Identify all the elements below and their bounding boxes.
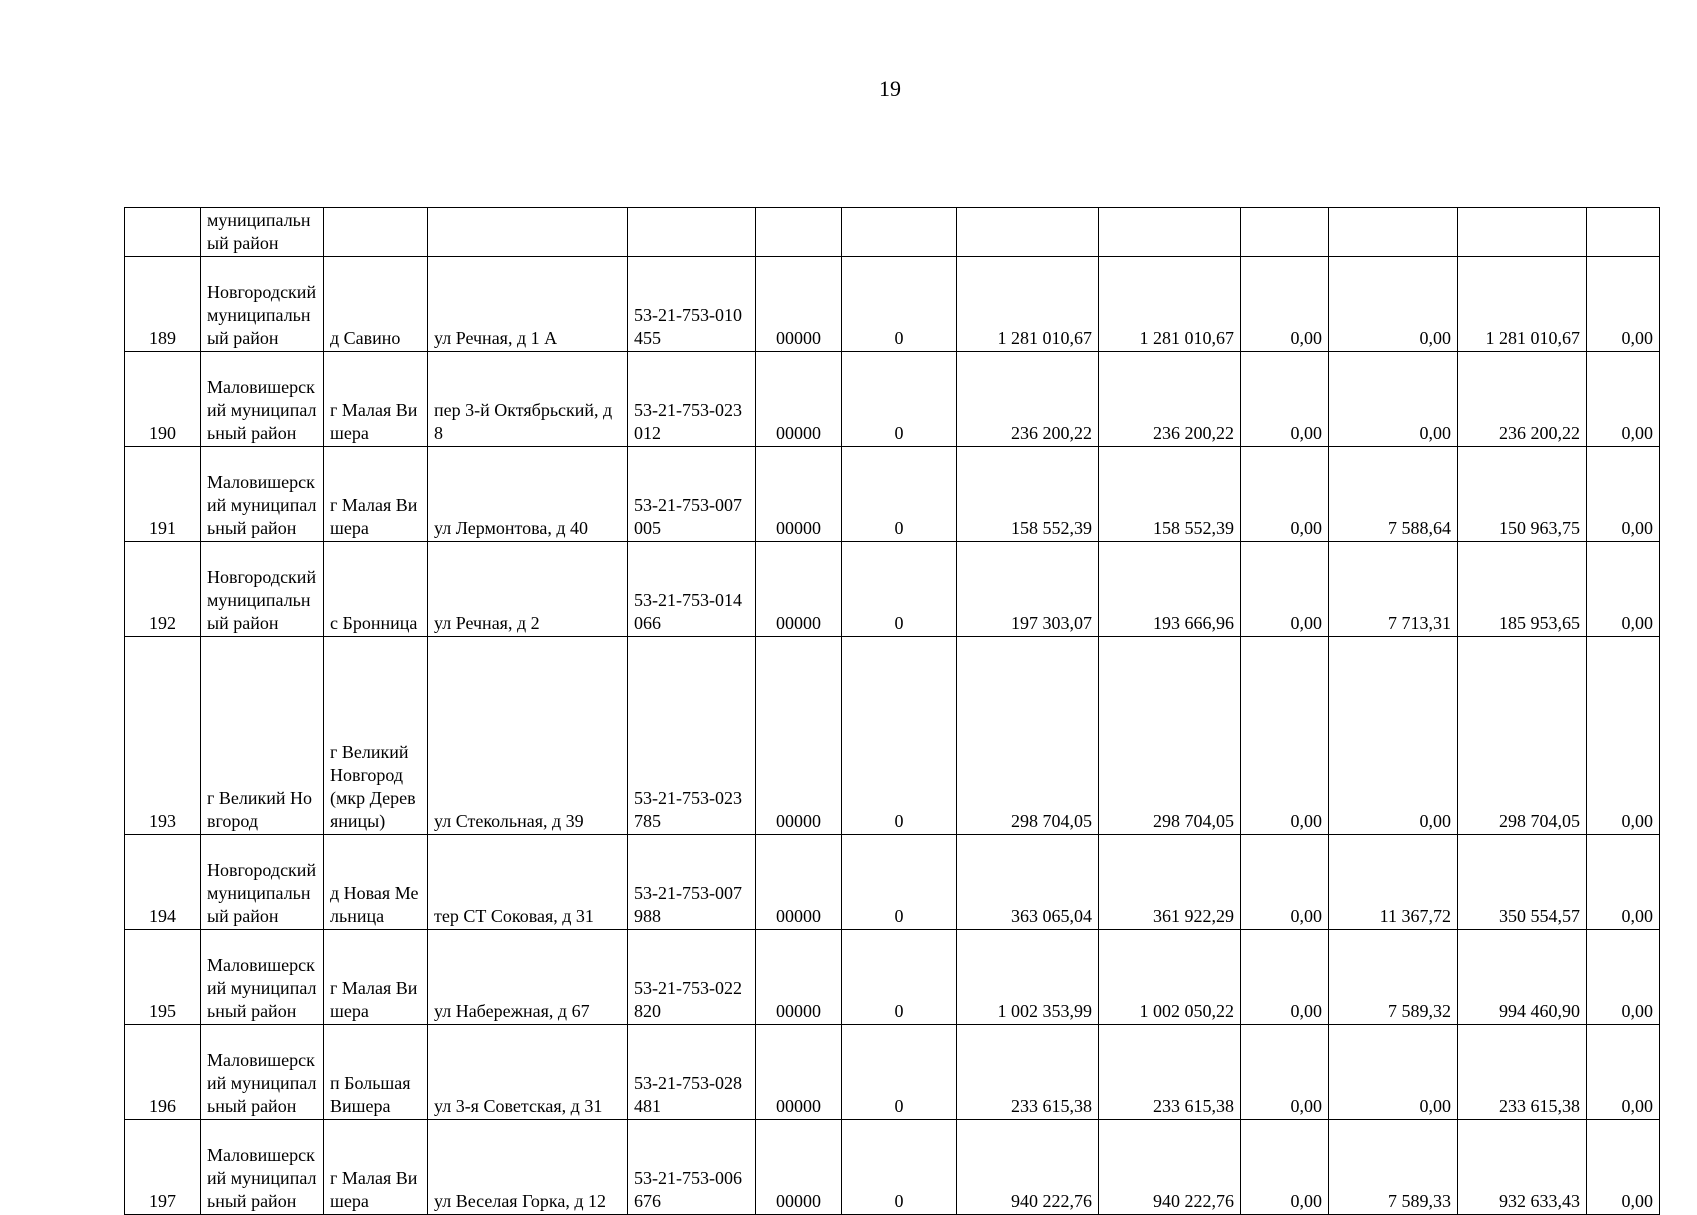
cell-value-6: 0,00 (1587, 930, 1660, 1025)
table-row (125, 542, 1660, 637)
table-row (125, 1120, 1660, 1215)
cell-value-4: 0,00 (1329, 257, 1458, 352)
cell-value-2: 298 704,05 (1099, 637, 1241, 835)
cell-value-2: 236 200,22 (1099, 352, 1241, 447)
table-row-continuation (125, 208, 1660, 257)
table-row (125, 637, 1660, 835)
cell-col6: 00000 (756, 835, 842, 930)
cell-code: 53-21-753-023012 (628, 352, 756, 447)
cell-value-6: 0,00 (1587, 257, 1660, 352)
table-row (125, 1025, 1660, 1120)
cell-number: 193 (125, 637, 201, 835)
cell-col6: 00000 (756, 447, 842, 542)
cell-value-1: 363 065,04 (957, 835, 1099, 930)
cell-district: Новгородский муниципальный район (201, 257, 324, 352)
cell-number: 190 (125, 352, 201, 447)
cell-col7 (842, 208, 957, 257)
cell-address: ул Речная, д 1 А (428, 257, 628, 352)
cell-col7: 0 (842, 637, 957, 835)
cell-value-1: 197 303,07 (957, 542, 1099, 637)
cell-value-3: 0,00 (1241, 1120, 1329, 1215)
cell-value-4: 7 713,31 (1329, 542, 1458, 637)
table-row (125, 257, 1660, 352)
cell-number: 195 (125, 930, 201, 1025)
cell-locality (324, 208, 428, 257)
cell-col7: 0 (842, 447, 957, 542)
cell-locality: г Малая Вишера (324, 447, 428, 542)
cell-value-5: 350 554,57 (1458, 835, 1587, 930)
cell-value-3 (1241, 208, 1329, 257)
cell-col6: 00000 (756, 257, 842, 352)
cell-value-6: 0,00 (1587, 835, 1660, 930)
cell-col6: 00000 (756, 352, 842, 447)
cell-district: Маловишерский муниципальный район (201, 1120, 324, 1215)
cell-value-2: 1 281 010,67 (1099, 257, 1241, 352)
cell-code: 53-21-753-023785 (628, 637, 756, 835)
cell-value-1: 233 615,38 (957, 1025, 1099, 1120)
cell-locality: г Малая Вишера (324, 352, 428, 447)
cell-value-3: 0,00 (1241, 637, 1329, 835)
cell-address: ул Лермонтова, д 40 (428, 447, 628, 542)
cell-value-2: 193 666,96 (1099, 542, 1241, 637)
cell-district: г Великий Новгород (201, 637, 324, 835)
cell-col7: 0 (842, 352, 957, 447)
cell-value-1: 158 552,39 (957, 447, 1099, 542)
cell-address: тер СТ Соковая, д 31 (428, 835, 628, 930)
cell-value-2: 361 922,29 (1099, 835, 1241, 930)
cell-col6 (756, 208, 842, 257)
cell-locality: г Малая Вишера (324, 930, 428, 1025)
cell-code: 53-21-753-006676 (628, 1120, 756, 1215)
cell-col7: 0 (842, 542, 957, 637)
cell-code: 53-21-753-014066 (628, 542, 756, 637)
cell-number: 196 (125, 1025, 201, 1120)
cell-number: 189 (125, 257, 201, 352)
cell-number: 194 (125, 835, 201, 930)
cell-value-2: 940 222,76 (1099, 1120, 1241, 1215)
cell-value-5: 236 200,22 (1458, 352, 1587, 447)
page-number: 19 (879, 76, 901, 101)
cell-address: ул Веселая Горка, д 12 (428, 1120, 628, 1215)
cell-address: ул Речная, д 2 (428, 542, 628, 637)
cell-code (628, 208, 756, 257)
table-row (125, 447, 1660, 542)
table-row (125, 352, 1660, 447)
cell-locality: д Савино (324, 257, 428, 352)
cell-value-6: 0,00 (1587, 1120, 1660, 1215)
cell-locality: с Бронница (324, 542, 428, 637)
cell-locality: п Большая Вишера (324, 1025, 428, 1120)
cell-locality: г Малая Вишера (324, 1120, 428, 1215)
cell-value-4: 7 589,33 (1329, 1120, 1458, 1215)
cell-value-1: 940 222,76 (957, 1120, 1099, 1215)
cell-value-5: 994 460,90 (1458, 930, 1587, 1025)
cell-code: 53-21-753-007005 (628, 447, 756, 542)
cell-col6: 00000 (756, 1120, 842, 1215)
cell-col6: 00000 (756, 1025, 842, 1120)
cell-value-2: 158 552,39 (1099, 447, 1241, 542)
cell-value-6: 0,00 (1587, 447, 1660, 542)
cell-value-3: 0,00 (1241, 447, 1329, 542)
cell-value-6: 0,00 (1587, 542, 1660, 637)
cell-number (125, 208, 201, 257)
cell-district: Маловишерский муниципальный район (201, 930, 324, 1025)
cell-value-1 (957, 208, 1099, 257)
cell-value-4: 7 588,64 (1329, 447, 1458, 542)
table-row (125, 835, 1660, 930)
cell-value-5 (1458, 208, 1587, 257)
cell-value-5: 185 953,65 (1458, 542, 1587, 637)
cell-value-5: 150 963,75 (1458, 447, 1587, 542)
cell-value-2: 1 002 050,22 (1099, 930, 1241, 1025)
cell-col6: 00000 (756, 930, 842, 1025)
cell-value-2: 233 615,38 (1099, 1025, 1241, 1120)
cell-value-4: 7 589,32 (1329, 930, 1458, 1025)
cell-value-5: 298 704,05 (1458, 637, 1587, 835)
cell-code: 53-21-753-022820 (628, 930, 756, 1025)
cell-district: Маловишерский муниципальный район (201, 447, 324, 542)
cell-code: 53-21-753-010455 (628, 257, 756, 352)
cell-code: 53-21-753-007988 (628, 835, 756, 930)
cell-col7: 0 (842, 1120, 957, 1215)
cell-value-3: 0,00 (1241, 542, 1329, 637)
cell-value-3: 0,00 (1241, 835, 1329, 930)
cell-value-4: 11 367,72 (1329, 835, 1458, 930)
cell-value-6: 0,00 (1587, 637, 1660, 835)
cell-district: муниципальный район (201, 208, 324, 257)
cell-address: ул Стекольная, д 39 (428, 637, 628, 835)
registry-table (124, 207, 1660, 1215)
cell-value-3: 0,00 (1241, 1025, 1329, 1120)
cell-value-6 (1587, 208, 1660, 257)
cell-value-5: 1 281 010,67 (1458, 257, 1587, 352)
cell-value-5: 233 615,38 (1458, 1025, 1587, 1120)
cell-district: Новгородский муниципальный район (201, 835, 324, 930)
cell-district: Новгородский муниципальный район (201, 542, 324, 637)
cell-address: ул 3-я Советская, д 31 (428, 1025, 628, 1120)
cell-value-6: 0,00 (1587, 1025, 1660, 1120)
cell-locality: д Новая Мельница (324, 835, 428, 930)
cell-district: Маловишерский муниципальный район (201, 352, 324, 447)
cell-value-3: 0,00 (1241, 257, 1329, 352)
cell-col7: 0 (842, 257, 957, 352)
cell-col6: 00000 (756, 637, 842, 835)
cell-col6: 00000 (756, 542, 842, 637)
table-row (125, 930, 1660, 1025)
cell-locality: г Великий Новгород (мкр Деревяницы) (324, 637, 428, 835)
cell-number: 197 (125, 1120, 201, 1215)
cell-value-5: 932 633,43 (1458, 1120, 1587, 1215)
cell-value-1: 298 704,05 (957, 637, 1099, 835)
cell-value-6: 0,00 (1587, 352, 1660, 447)
cell-value-1: 1 002 353,99 (957, 930, 1099, 1025)
cell-value-2 (1099, 208, 1241, 257)
cell-address (428, 208, 628, 257)
cell-value-4: 0,00 (1329, 1025, 1458, 1120)
cell-value-1: 1 281 010,67 (957, 257, 1099, 352)
cell-code: 53-21-753-028481 (628, 1025, 756, 1120)
cell-number: 191 (125, 447, 201, 542)
cell-value-3: 0,00 (1241, 930, 1329, 1025)
cell-district: Маловишерский муниципальный район (201, 1025, 324, 1120)
cell-col7: 0 (842, 835, 957, 930)
cell-address: ул Набережная, д 67 (428, 930, 628, 1025)
cell-number: 192 (125, 542, 201, 637)
cell-value-1: 236 200,22 (957, 352, 1099, 447)
cell-value-4 (1329, 208, 1458, 257)
cell-col7: 0 (842, 930, 957, 1025)
cell-value-4: 0,00 (1329, 352, 1458, 447)
cell-value-4: 0,00 (1329, 637, 1458, 835)
cell-address: пер 3-й Октябрьский, д 8 (428, 352, 628, 447)
cell-value-3: 0,00 (1241, 352, 1329, 447)
cell-col7: 0 (842, 1025, 957, 1120)
